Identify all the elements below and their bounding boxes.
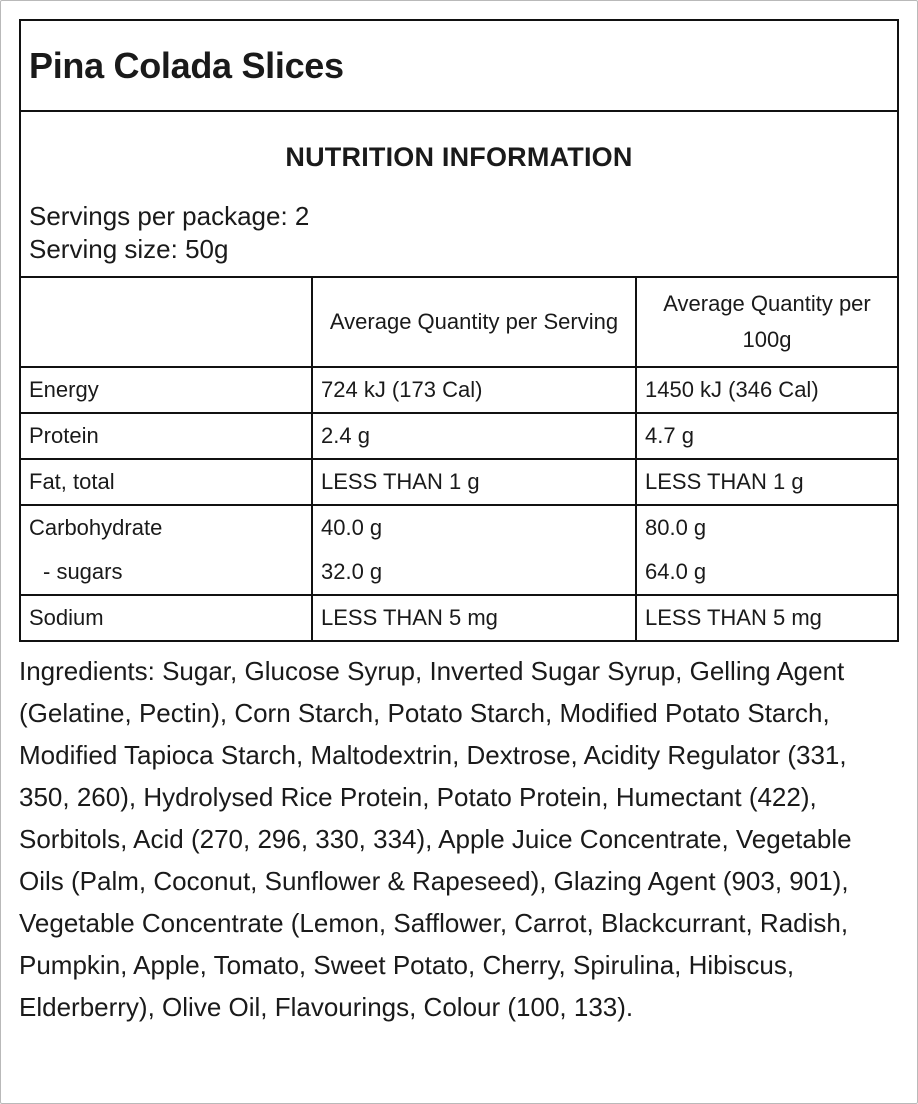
ingredients-text: Ingredients: Sugar, Glucose Syrup, Inverted Sugar Syrup, Gelling Agent (Gelatine, Pectin), Corn Starch, Potato Starch, Modified Potato Starch, Modified Tapioca Starch, Maltodextrin, Dextrose, Acidity Regulator (331, 350, 260), Hydrolysed Rice Protein, Potato Protein, Humectant (422), Sorbitols, Acid (270, 296, 330, 334), Apple Juice Concentrate, Vegetable Oils (Palm, Coconut, Sunflower & Rapeseed), Glazing Agent (903, 901), Vegetable Concentrate (Lemon, Safflower, Carrot, Blackcurrant, Radish, Pumpkin, Apple, Tomato, Sweet Potato, Cherry, Spirulina, Hibiscus, Elderberry), Olive Oil, Flavourings, Colour (100, 133). <box>19 656 852 1022</box>
carbohydrate-name-cell <box>21 505 312 595</box>
per-serving-value: 40.0 g <box>321 515 383 540</box>
per-serving-value: LESS THAN 5 mg <box>312 595 636 640</box>
product-title: Pina Colada Slices <box>29 44 344 86</box>
title-row <box>21 21 897 112</box>
nutrient-name: Carbohydrate <box>29 515 163 540</box>
nutrition-heading: NUTRITION INFORMATION <box>285 142 633 172</box>
carbohydrate-100g-cell <box>636 505 897 595</box>
per-100g-value: LESS THAN 5 mg <box>636 595 897 640</box>
per-100g-value: 4.7 g <box>636 413 897 459</box>
nutrient-name: Energy <box>21 367 312 413</box>
table-row-fat <box>21 459 897 505</box>
nutrition-table <box>21 278 897 640</box>
sugars-name: - sugars <box>43 559 123 584</box>
table-row-protein <box>21 413 897 459</box>
table-row-energy <box>21 367 897 413</box>
table-row-carbohydrate <box>21 505 897 595</box>
per-100g-value: 1450 kJ (346 Cal) <box>636 367 897 413</box>
nutrition-info-block <box>21 112 897 278</box>
nutrition-panel <box>19 19 899 642</box>
header-per-serving: Average Quantity per Serving <box>312 278 636 367</box>
per-100g-value: 80.0 g <box>645 515 707 540</box>
header-per-100g: Average Quantity per 100g <box>636 278 897 367</box>
sugars-per-100g-value: 64.0 g <box>645 559 707 584</box>
nutrient-name: Fat, total <box>21 459 312 505</box>
sugars-per-serving-value: 32.0 g <box>321 559 383 584</box>
per-100g-value: LESS THAN 1 g <box>636 459 897 505</box>
serving-size: Serving size: 50g <box>29 234 229 264</box>
carbohydrate-serving-cell <box>312 505 636 595</box>
servings-info <box>29 200 309 266</box>
servings-per-package: Servings per package: 2 <box>29 201 310 231</box>
nutrient-name: Sodium <box>21 595 312 640</box>
nutrient-name: Protein <box>21 413 312 459</box>
per-serving-value: 2.4 g <box>312 413 636 459</box>
header-nutrient <box>21 278 312 367</box>
per-serving-value: LESS THAN 1 g <box>312 459 636 505</box>
table-header-row <box>21 278 897 367</box>
per-serving-value: 724 kJ (173 Cal) <box>312 367 636 413</box>
table-row-sodium <box>21 595 897 640</box>
